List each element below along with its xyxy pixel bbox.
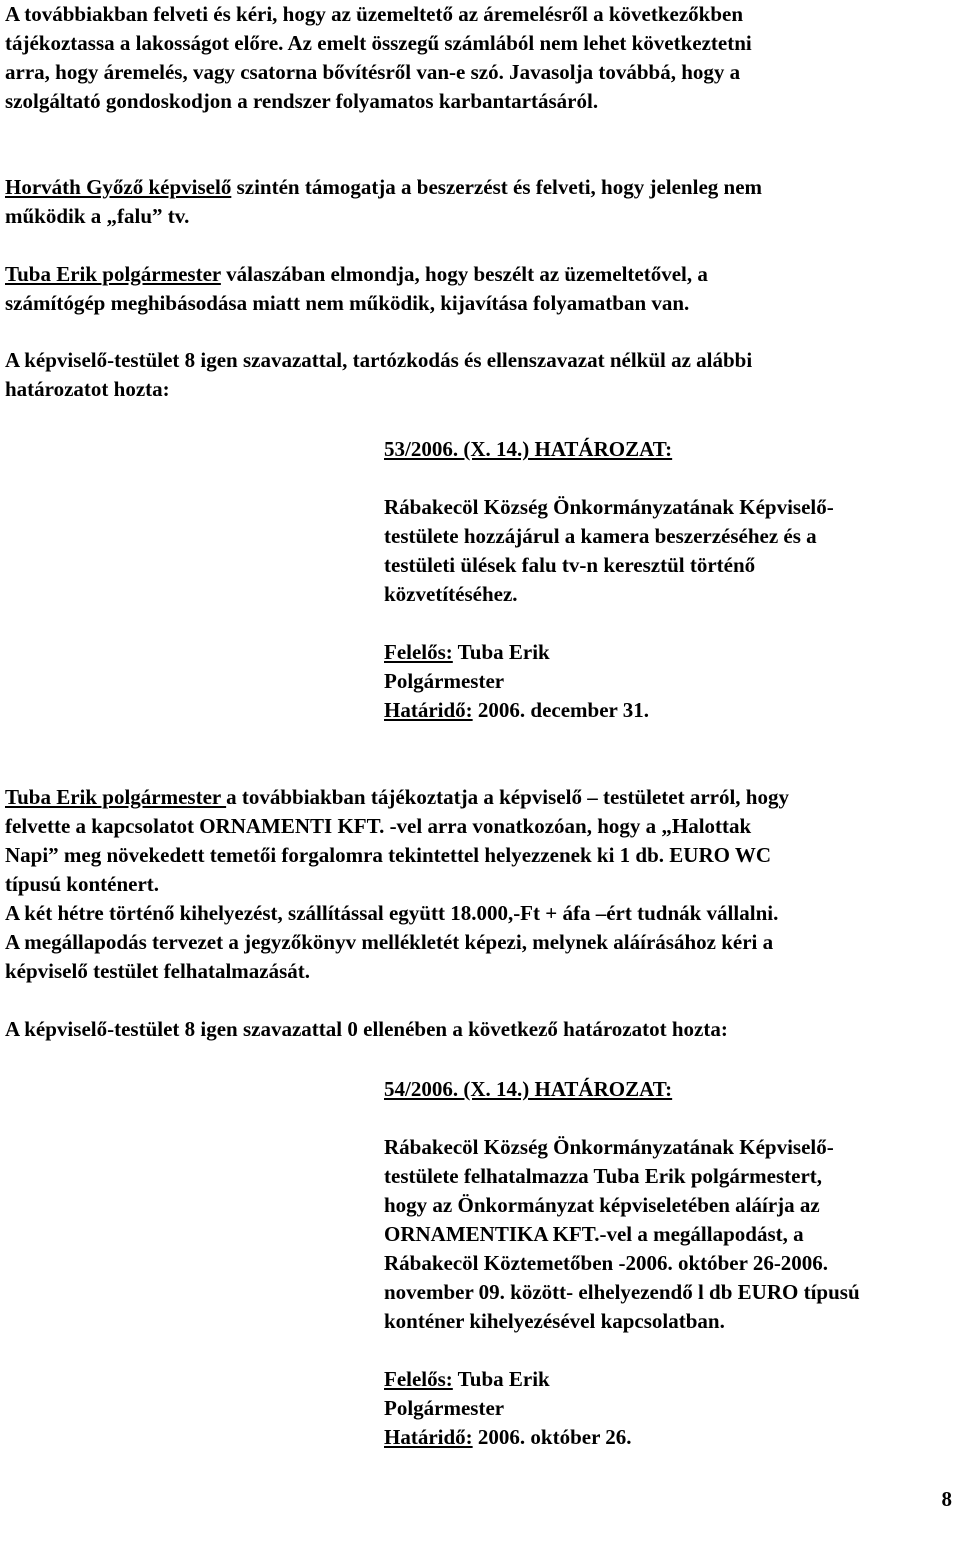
paragraph-mayor-reply — [5, 260, 955, 318]
resolution-text-line: Rábakecöl Köztemetőben -2006. október 26-2006. — [384, 1251, 829, 1275]
text-line: Napi” meg növekedett temetői forgalomra tekintettel helyezzenek ki 1 db. EURO WC — [5, 843, 771, 867]
resolution-text-line: ORNAMENTIKA KFT.-vel a megállapodást, a — [384, 1222, 804, 1246]
responsible-line — [384, 1365, 954, 1394]
text-line: szolgáltató gondoskodjon a rendszer folyamatos karbantartásáról. — [5, 89, 599, 113]
text-line: A képviselő-testület 8 igen szavazattal, tartózkodás és ellenszavazat nélkül az alábbi — [5, 348, 753, 372]
text-line: A továbbiakban felveti és kéri, hogy az üzemeltető az áremelésről a következőkben — [5, 2, 744, 26]
responsible-label: Felelős: — [384, 640, 453, 664]
paragraph-vote-1 — [5, 346, 955, 404]
text-line: képviselő testület felhatalmazását. — [5, 959, 311, 983]
resolution-text-line: testülete hozzájárul a kamera beszerzéséhez és a — [384, 524, 817, 548]
text-line: A két hétre történő kihelyezést, szállítással együtt 18.000,-Ft + áfa –ért tudnák vállalni. — [5, 901, 779, 925]
resolution-title: 53/2006. (X. 14.) HATÁROZAT: — [384, 437, 673, 461]
resolution-title: 54/2006. (X. 14.) HATÁROZAT: — [384, 1077, 673, 1101]
speaker-name: Horváth Győző képviselő — [5, 175, 232, 199]
statement-text: válaszában elmondja, hogy beszélt az üzemeltetővel, a — [220, 262, 708, 286]
text-line: típusú konténert. — [5, 872, 160, 896]
text-line: működik a „falu” tv. — [5, 204, 190, 228]
text-line: számítógép meghibásodása miatt nem működik, kijavítása folyamatban van. — [5, 291, 690, 315]
text-line: A megállapodás tervezet a jegyzőkönyv mellékletét képezi, melynek aláírásához kéri a — [5, 930, 774, 954]
text-line: arra, hogy áremelés, vagy csatorna bővítésről van-e szó. Javasolja továbbá, hogy a — [5, 60, 741, 84]
deadline-line — [384, 1423, 954, 1452]
resolution-54 — [384, 1075, 954, 1452]
text-line: határozatot hozta: — [5, 377, 170, 401]
resolution-53 — [384, 435, 954, 725]
deadline-label: Határidő: — [384, 1425, 473, 1449]
text-line: felvette a kapcsolatot ORNAMENTI KFT. -vel arra vonatkozóan, hogy a „Halottak — [5, 814, 752, 838]
deadline-label: Határidő: — [384, 698, 473, 722]
text-line — [5, 783, 955, 812]
paragraph-horvath-statement — [5, 173, 955, 231]
resolution-text-line: Rábakecöl Község Önkormányzatának Képviselő- — [384, 495, 834, 519]
paragraph-ornamenti-info — [5, 783, 955, 986]
responsible-title: Polgármester — [384, 1396, 505, 1420]
resolution-text-line: testületi ülések falu tv-n keresztül történő — [384, 553, 756, 577]
statement-text: szintén támogatja a beszerzést és felveti, hogy jelenleg nem — [231, 175, 763, 199]
resolution-text-line: testülete felhatalmazza Tuba Erik polgármestert, — [384, 1164, 823, 1188]
statement-text: a továbbiakban tájékoztatja a képviselő – testületet arról, hogy — [226, 785, 789, 809]
paragraph-pricing-request — [5, 0, 955, 116]
page-number: 8 — [941, 1487, 952, 1511]
responsible-title: Polgármester — [384, 669, 505, 693]
resolution-text-line: közvetítéséhez. — [384, 582, 518, 606]
deadline-date: 2006. december 31. — [472, 698, 649, 722]
deadline-line — [384, 696, 954, 725]
resolution-text-line: Rábakecöl Község Önkormányzatának Képviselő- — [384, 1135, 834, 1159]
text-line — [5, 173, 955, 202]
text-line: A képviselő-testület 8 igen szavazattal 0 ellenében a következő határozatot hozta: — [5, 1017, 728, 1041]
responsible-line — [384, 638, 954, 667]
responsible-name: Tuba Erik — [452, 1367, 550, 1391]
deadline-date: 2006. október 26. — [472, 1425, 632, 1449]
responsible-name: Tuba Erik — [452, 640, 550, 664]
text-line — [5, 260, 955, 289]
resolution-text-line: hogy az Önkormányzat képviseletében aláírja az — [384, 1193, 820, 1217]
text-line: tájékoztassa a lakosságot előre. Az emelt összegű számlából nem lehet következtetni — [5, 31, 752, 55]
resolution-text-line: konténer kihelyezésével kapcsolatban. — [384, 1309, 725, 1333]
paragraph-vote-2 — [5, 1015, 955, 1044]
resolution-text-line: november 09. között- elhelyezendő l db EURO típusú — [384, 1280, 860, 1304]
speaker-name: Tuba Erik polgármester — [5, 262, 221, 286]
responsible-label: Felelős: — [384, 1367, 453, 1391]
speaker-name: Tuba Erik polgármester — [5, 785, 227, 809]
